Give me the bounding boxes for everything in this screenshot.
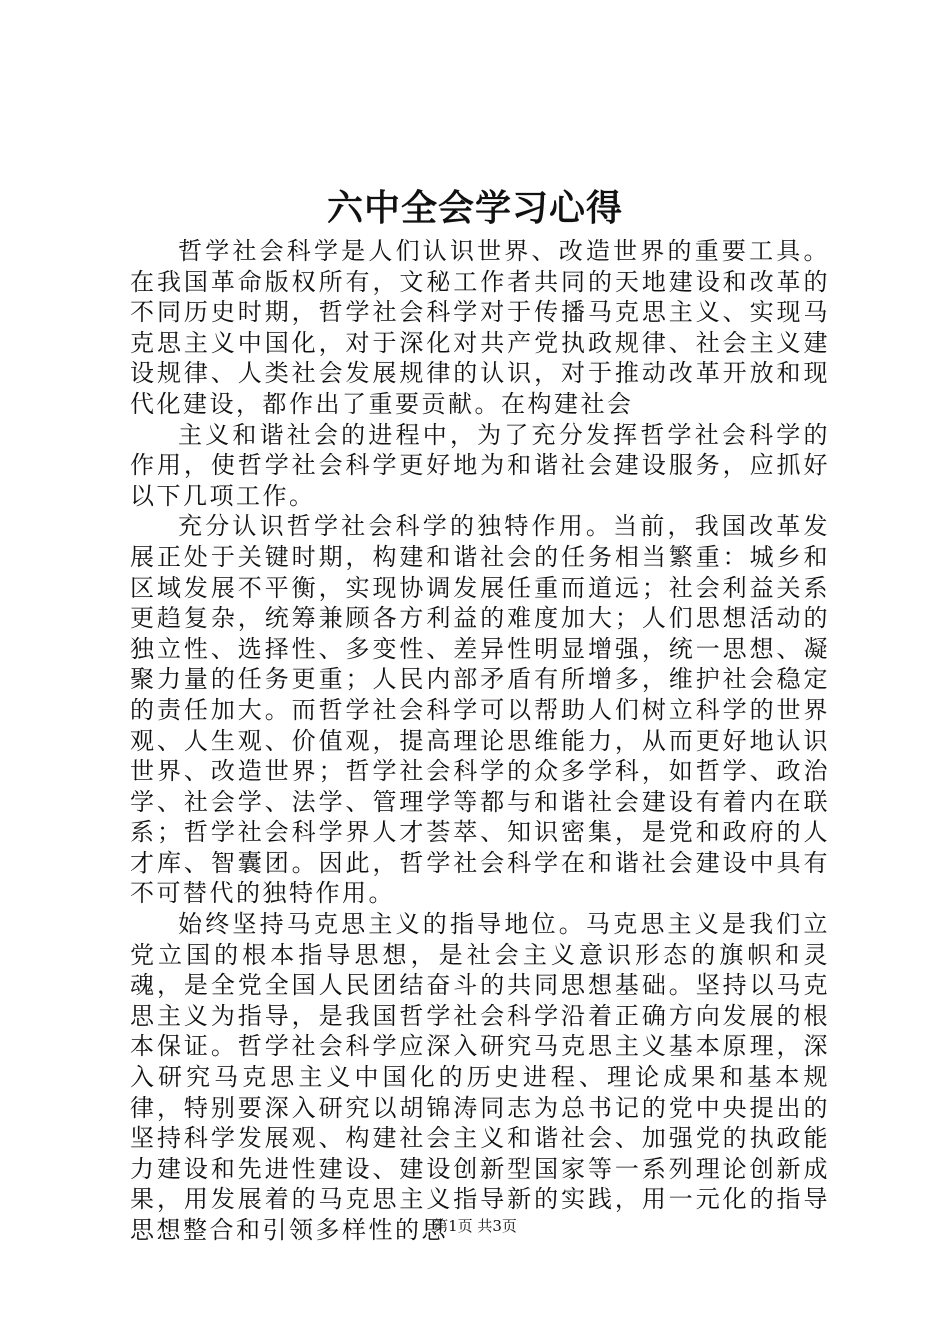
document-body — [130, 236, 830, 1246]
page-number-footer: 第1页 共3页 — [433, 1217, 517, 1235]
paragraph-2: 主义和谐社会的进程中，为了充分发挥哲学社会科学的作用，使哲学社会科学更好地为和谐社会建设服务，应抓好以下几项工作。 — [130, 420, 830, 510]
document-title: 六中全会学习心得 — [326, 187, 623, 229]
paragraph-3: 充分认识哲学社会科学的独特作用。当前，我国改革发展正处于关键时期，构建和谐社会的任务相当繁重：城乡和区域发展不平衡，实现协调发展任重而道远；社会利益关系更趋复杂，统筹兼顾各方利益的难度加大；人们思想活动的独立性、选择性、多变性、差异性明显增强，统一思想、凝聚力量的任务更重；人民内部矛盾有所增多，维护社会稳定的责任加大。而哲学社会科学可以帮助人们树立科学的世界观、人生观、价值观，提高理论思维能力，从而更好地认识世界、改造世界；哲学社会科学的众多学科，如哲学、政治学、社会学、法学、管理学等都与和谐社会建设有着内在联系；哲学社会科学界人才荟萃、知识密集，是党和政府的人才库、智囊团。因此，哲学社会科学在和谐社会建设中具有不可替代的独特作用。 — [130, 512, 830, 908]
paragraph-1: 哲学社会科学是人们认识世界、改造世界的重要工具。在我国革命版权所有，文秘工作者共同的天地建设和改革的不同历史时期，哲学社会科学对于传播马克思主义、实现马克思主义中国化，对于深化对共产党执政规律、社会主义建设规律、人类社会发展规律的认识，对于推动改革开放和现代化建设，都作出了重要贡献。在构建社会 — [130, 237, 830, 418]
paragraph-4: 始终坚持马克思主义的指导地位。马克思主义是我们立党立国的根本指导思想，是社会主义意识形态的旗帜和灵魂，是全党全国人民团结奋斗的共同思想基础。坚持以马克思主义为指导，是我国哲学社会科学沿着正确方向发展的根本保证。哲学社会科学应深入研究马克思主义基本原理，深入研究马克思主义中国化的历史进程、理论成果和基本规律，特别要深入研究以胡锦涛同志为总书记的党中央提出的坚持科学发展观、构建社会主义和谐社会、加强党的执政能力建设和先进性建设、建设创新型国家等一系列理论创新成果，用发展着的马克思主义指导新的实践，用一元化的指导思想整合和引领多样性的思 — [130, 910, 830, 1244]
